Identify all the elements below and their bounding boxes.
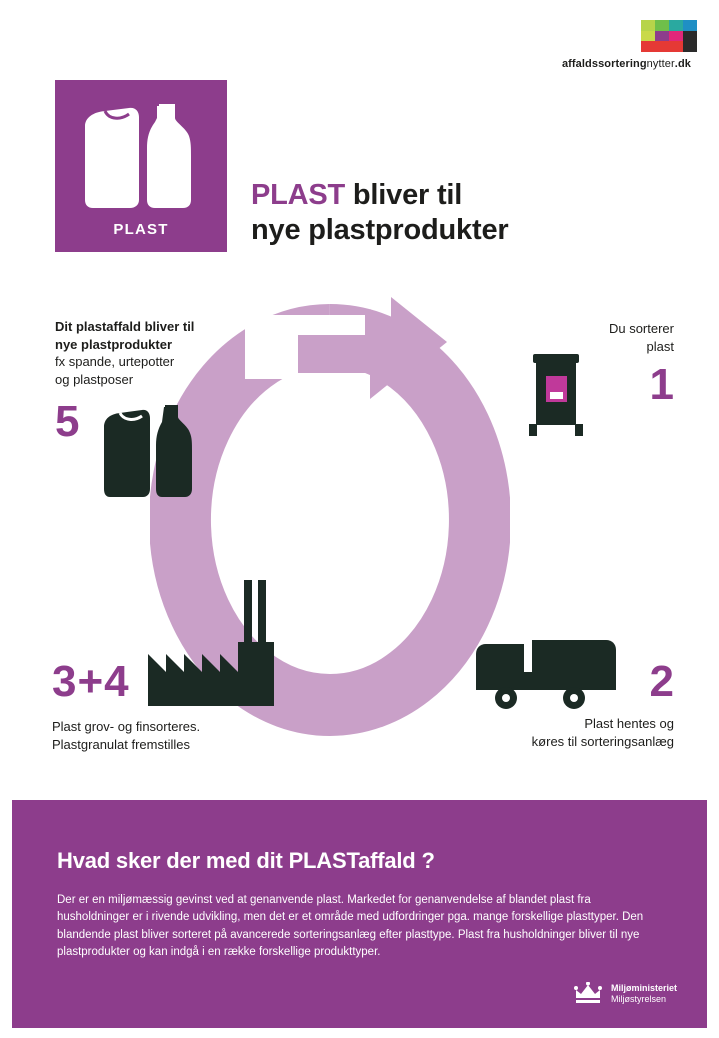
brand-swatches [641,20,697,52]
tile-label: PLAST [113,221,169,238]
footer-body: Der er en miljømæssig gevinst ved at genanvende plast. Markedet for genanvendelse af blandet plast fra husholdninger er i rivende udvikling, men det er et område med udfordringer pga. mange forskellige plasttyper. Den blandende plast bliver sorteret på avancerede sorteringsanlæg efter plasttype. Plast fra husholdninger bliver til nye plastprodukter og kan indgå i en række forskellige produkttyper. [57,894,644,958]
step-2 [444,715,674,750]
plastic-bottle-and-bag-icon [83,104,201,209]
factory-icon [148,580,276,712]
page-title-accent: PLAST [251,179,346,211]
step-1-caption-line2: plast [646,338,674,354]
step-34 [52,718,292,753]
step-34-number: 3+4 [52,657,130,706]
step-1-number: 1 [649,360,674,410]
page-title-line2: nye plastprodukter [251,214,509,247]
garbage-truck-icon [470,638,618,710]
brand-wordmark [562,58,691,70]
waste-bin-icon [527,354,585,436]
step-2-caption-line1: Plast hentes og [584,716,674,731]
footer-title [57,848,435,874]
brand-part-3: .dk [674,58,691,70]
brand-part-2: nytter [646,58,675,70]
ministry-agency: Miljøstyrelsen [610,994,666,1004]
step-2-number: 2 [649,657,674,706]
step-5-number: 5 [55,397,80,446]
footer-title-normal: Hvad sker der med dit [57,848,289,873]
crown-logo-icon [573,982,603,1006]
recycling-cycle [0,270,719,775]
step-5-caption-bold-line1: Dit plastaffald bliver til [55,319,195,334]
footer-panel [12,800,707,1028]
ministry-logo [573,982,677,1006]
footer-title-tail: affald ? [358,848,435,873]
footer-title-strong: PLAST [288,848,359,873]
plast-tile [55,80,227,252]
step-34-caption-line1: Plast grov- og finsorteres. [52,719,201,734]
step-5 [55,318,245,388]
step-5-caption-line2: og plastposer [55,371,134,387]
step-2-caption-line2: køres til sorteringsanlæg [531,733,674,749]
step-34-caption-line2: Plastgranulat fremstilles [52,736,190,752]
page-title-rest: bliver til [345,179,463,211]
step-1-caption-line1: Du sorterer [608,321,674,336]
brand-part-1: affaldssortering [561,58,647,70]
ministry-name: Miljøministeriet [610,982,677,993]
page-title [251,178,508,249]
step-5-caption-line1: fx spande, urtepotter [55,354,175,370]
step-5-caption-bold-line2: nye plastprodukter [55,336,173,352]
plastic-products-icon [102,405,198,497]
